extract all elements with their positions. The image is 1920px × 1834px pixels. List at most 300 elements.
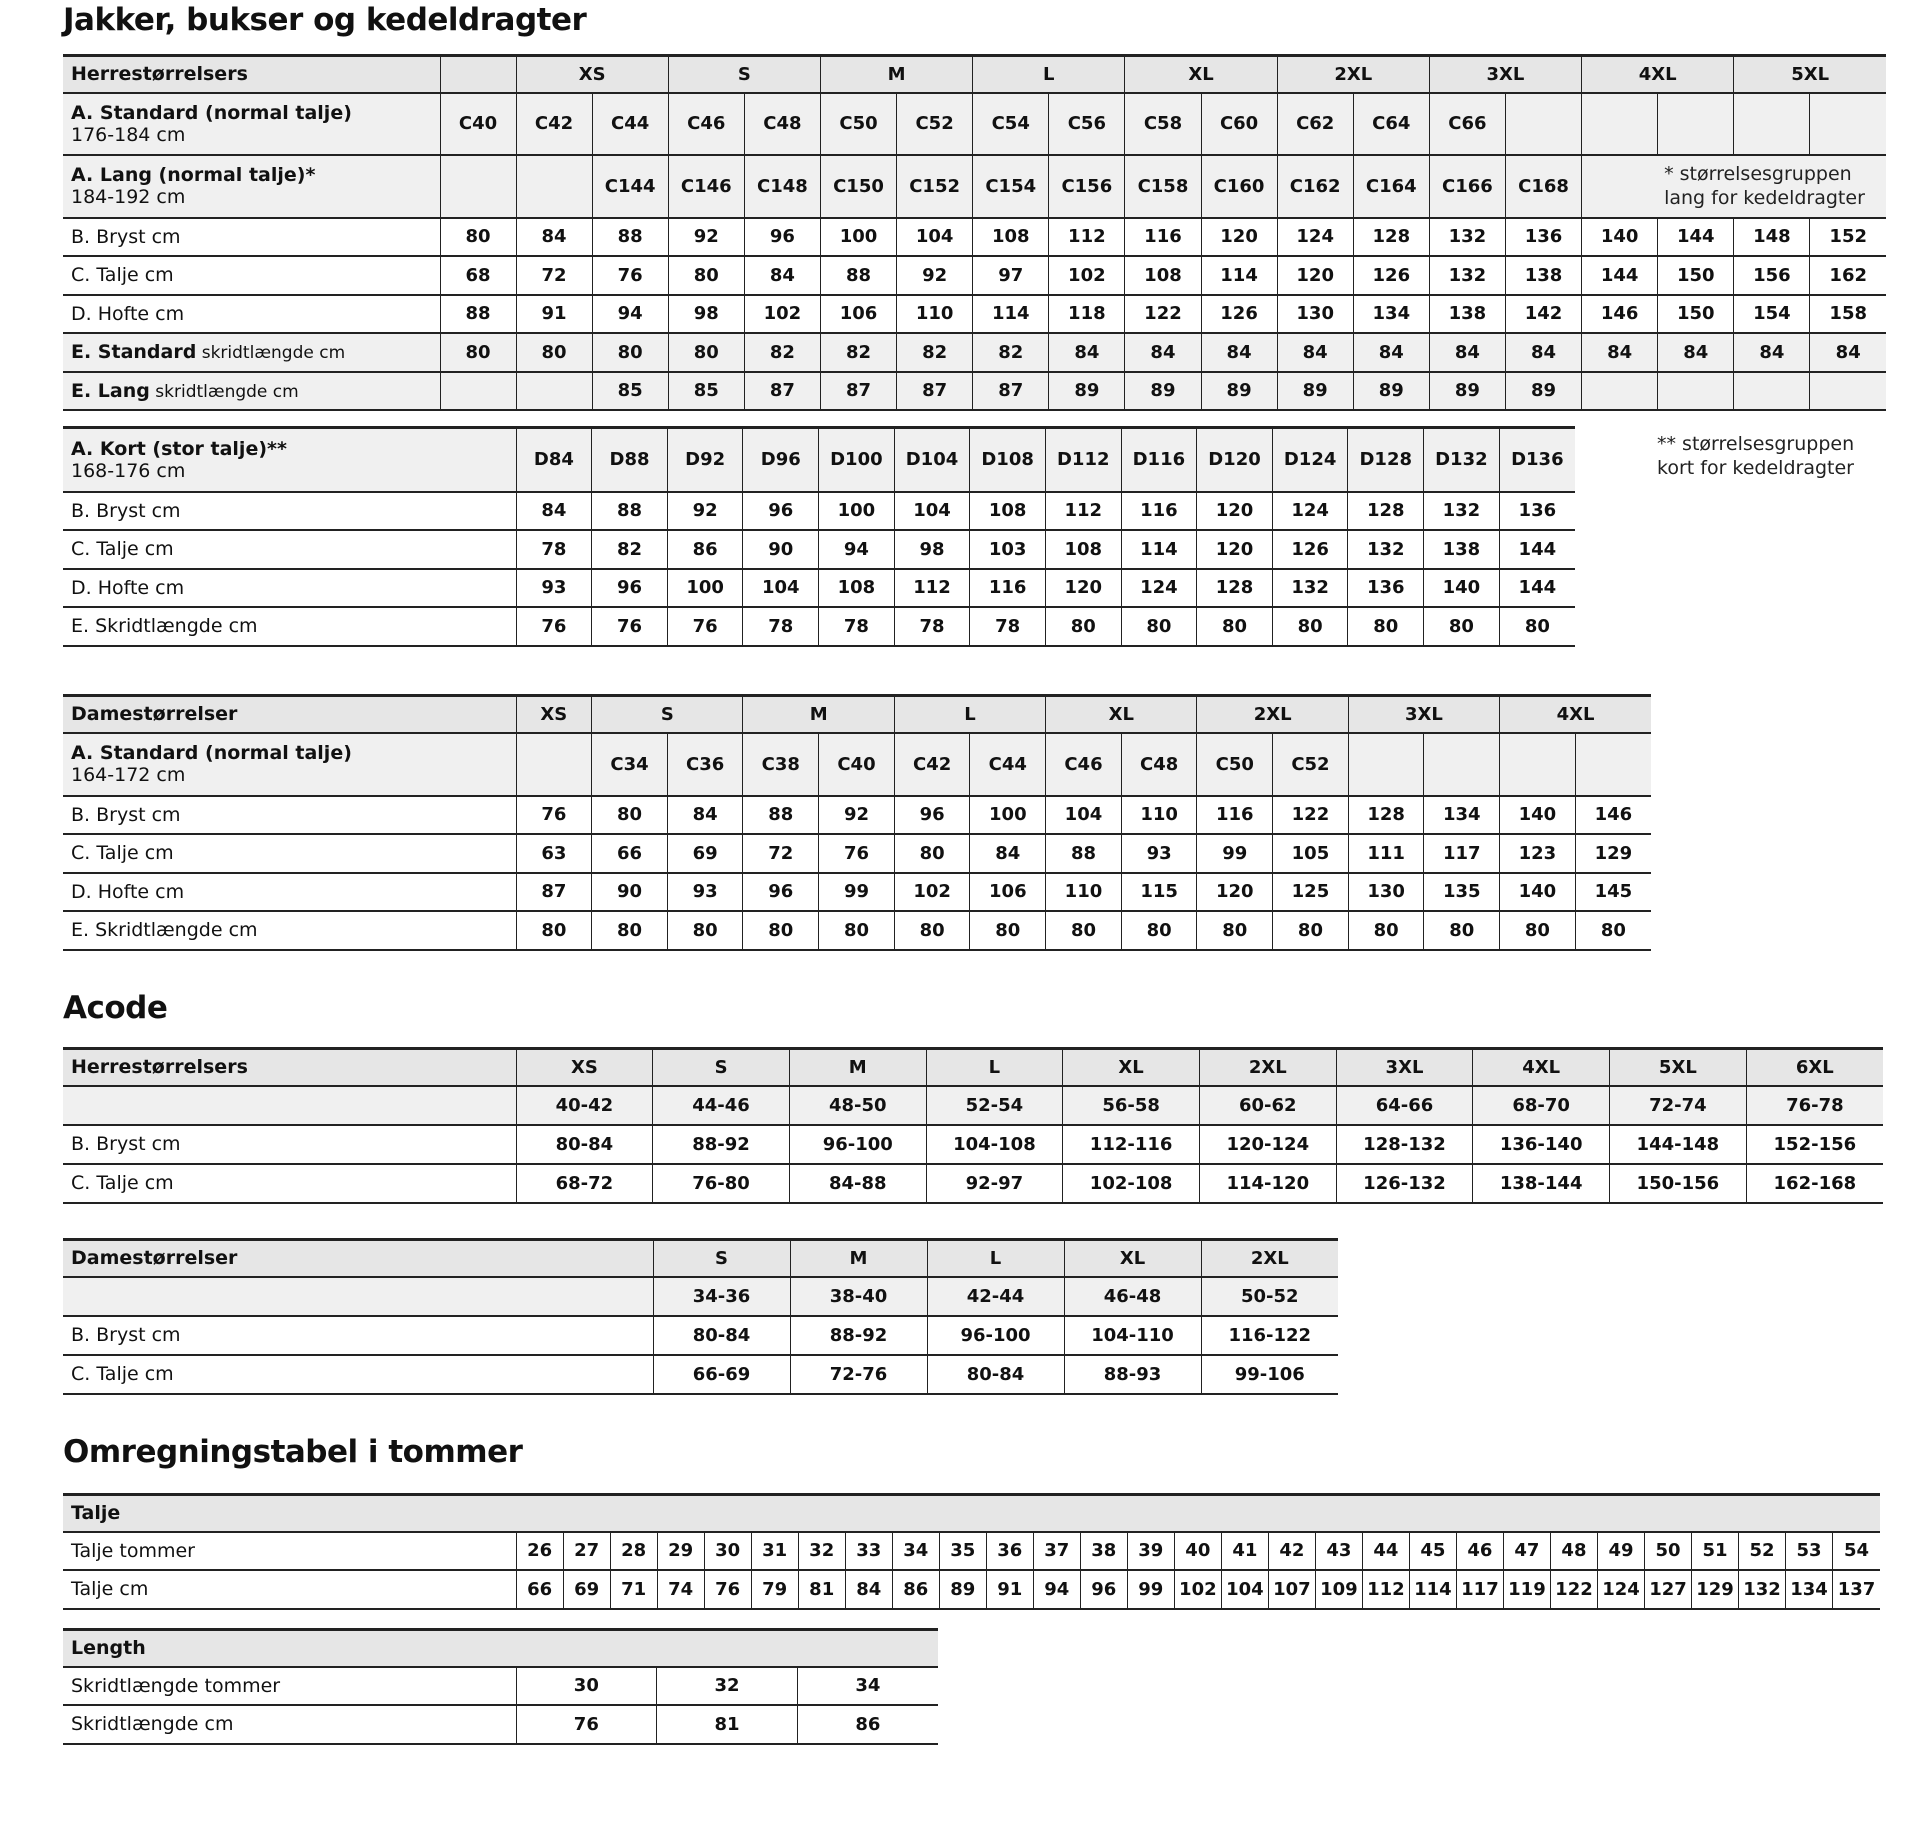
size-code: C48 <box>1121 733 1197 796</box>
herre-lang-label-sub: 184-192 cm <box>71 186 186 208</box>
measure-value: 120-124 <box>1199 1125 1336 1164</box>
measure-value: 80-84 <box>927 1355 1064 1394</box>
measure-value: 106 <box>820 295 896 334</box>
herre-standard-label-main: A. Standard (normal talje) <box>71 101 352 124</box>
measure-value: 89 <box>939 1570 986 1609</box>
measure-value: 140 <box>1500 796 1576 835</box>
measure-value: 138-144 <box>1473 1164 1610 1203</box>
size-code: C48 <box>744 93 820 155</box>
measure-value: 94 <box>1033 1570 1080 1609</box>
measure-value: 136 <box>1499 492 1575 531</box>
table-row <box>63 1277 1338 1316</box>
measure-value: 74 <box>657 1570 704 1609</box>
measure-value <box>1658 372 1734 411</box>
talje-conversion-table <box>63 1493 1880 1610</box>
measure-value: 100 <box>820 218 896 257</box>
e-standard-label <box>63 333 440 372</box>
measure-value: 28 <box>610 1532 657 1571</box>
measure-value: 122 <box>1550 1570 1597 1609</box>
measure-value: 99 <box>819 873 895 912</box>
measure-value: 118 <box>1049 295 1125 334</box>
table-row <box>63 1705 938 1744</box>
size-code: D84 <box>516 428 592 492</box>
measure-value: 110 <box>1121 796 1197 835</box>
measure-value: 96-100 <box>927 1316 1064 1355</box>
measure-value: 26 <box>516 1532 563 1571</box>
measure-value: 84 <box>1429 333 1505 372</box>
measure-value: 136-140 <box>1473 1125 1610 1164</box>
measure-value: 88 <box>592 218 668 257</box>
size-code: D116 <box>1121 428 1197 492</box>
size-range: 56-58 <box>1063 1086 1200 1125</box>
size-code: C64 <box>1353 93 1429 155</box>
measure-value: 144-148 <box>1610 1125 1747 1164</box>
measure-value: 150 <box>1658 256 1734 295</box>
measure-value: 80 <box>667 911 743 950</box>
measure-value: 90 <box>743 530 819 569</box>
measure-value: 78 <box>743 607 819 646</box>
measure-value: 66-69 <box>653 1355 790 1394</box>
size-range: 48-50 <box>789 1086 926 1125</box>
size-code: C46 <box>1046 733 1122 796</box>
measure-value: 93 <box>1121 834 1197 873</box>
size-range: 42-44 <box>927 1277 1064 1316</box>
measure-value: 142 <box>1505 295 1581 334</box>
measure-value: 96 <box>592 569 668 608</box>
size-header: 2XL <box>1277 56 1429 93</box>
measure-value: 80 <box>668 256 744 295</box>
measure-value: 146 <box>1582 295 1658 334</box>
measure-value: 34 <box>797 1667 938 1706</box>
measure-value: 130 <box>1277 295 1353 334</box>
table-row <box>63 295 1886 334</box>
measure-value: 91 <box>516 295 592 334</box>
size-header: 2XL <box>1197 696 1348 733</box>
lang-footnote: * størrelsesgruppen lang for kedeldragter <box>1582 155 1886 218</box>
measure-value: 132 <box>1429 256 1505 295</box>
measure-value <box>1582 372 1658 411</box>
measure-value: 78 <box>819 607 895 646</box>
measure-value: 89 <box>1505 372 1581 411</box>
size-code: C40 <box>440 93 516 155</box>
kort-label <box>63 428 516 492</box>
table-row <box>63 56 1886 93</box>
table-row <box>63 492 1575 531</box>
size-range: 50-52 <box>1201 1277 1338 1316</box>
measure-value: 96 <box>1080 1570 1127 1609</box>
measure-label: Skridtlængde tommer <box>63 1667 516 1706</box>
measure-value: 88 <box>592 492 668 531</box>
measure-value: 78 <box>516 530 592 569</box>
table-row <box>63 569 1575 608</box>
measure-value: 93 <box>516 569 592 608</box>
measure-value: 84 <box>1505 333 1581 372</box>
size-code: C58 <box>1125 93 1201 155</box>
measure-value: 81 <box>657 1705 798 1744</box>
measure-value: 117 <box>1424 834 1500 873</box>
measure-value: 88 <box>440 295 516 334</box>
size-header: S <box>653 1240 790 1277</box>
measure-value: 80 <box>1197 911 1273 950</box>
table-row <box>63 1532 1880 1571</box>
measure-value: 89 <box>1125 372 1201 411</box>
measure-value: 84 <box>1582 333 1658 372</box>
measure-value: 128 <box>1353 218 1429 257</box>
measure-value: 140 <box>1500 873 1576 912</box>
empty-cell <box>440 56 516 93</box>
measure-value: 88-92 <box>653 1125 790 1164</box>
measure-value: 158 <box>1810 295 1886 334</box>
kort-label-sub: 168-176 cm <box>71 459 186 482</box>
measure-value: 68 <box>440 256 516 295</box>
measure-value: 124 <box>1277 218 1353 257</box>
measure-value: 116 <box>1125 218 1201 257</box>
section-title-omregning: Omregningstabel i tommer <box>63 1434 523 1470</box>
measure-label: D. Hofte cm <box>63 873 516 912</box>
measure-value: 80 <box>1046 911 1122 950</box>
measure-value: 99 <box>1127 1570 1174 1609</box>
measure-value: 84 <box>1810 333 1886 372</box>
dame-header-label: Damestørrelser <box>63 696 516 733</box>
measure-value: 30 <box>704 1532 751 1571</box>
size-code: C158 <box>1125 155 1201 218</box>
measure-value: 98 <box>668 295 744 334</box>
size-code: C34 <box>592 733 668 796</box>
measure-value: 89 <box>1049 372 1125 411</box>
measure-label: B. Bryst cm <box>63 1125 516 1164</box>
measure-value <box>440 372 516 411</box>
measure-label: B. Bryst cm <box>63 796 516 835</box>
measure-value: 102-108 <box>1063 1164 1200 1203</box>
table-row <box>63 607 1575 646</box>
measure-label: E. Skridtlængde cm <box>63 911 516 950</box>
measure-value: 80-84 <box>653 1316 790 1355</box>
size-code: C52 <box>1273 733 1349 796</box>
measure-value: 30 <box>516 1667 657 1706</box>
measure-label: B. Bryst cm <box>63 1316 653 1355</box>
measure-value: 105 <box>1273 834 1349 873</box>
measure-value: 102 <box>1174 1570 1221 1609</box>
table-row <box>63 1164 1883 1203</box>
e-lang-label <box>63 372 440 411</box>
measure-value: 104 <box>743 569 819 608</box>
measure-value: 94 <box>592 295 668 334</box>
measure-value: 87 <box>744 372 820 411</box>
table-row <box>63 372 1886 411</box>
measure-value: 86 <box>797 1705 938 1744</box>
measure-value: 144 <box>1499 569 1575 608</box>
size-range: 38-40 <box>790 1277 927 1316</box>
measure-value: 85 <box>668 372 744 411</box>
dame-standard-label-sub: 164-172 cm <box>71 764 186 786</box>
measure-value: 51 <box>1692 1532 1739 1571</box>
size-range: 46-48 <box>1064 1277 1201 1316</box>
measure-value: 80 <box>1197 607 1273 646</box>
measure-value: 134 <box>1424 796 1500 835</box>
table-row <box>63 834 1651 873</box>
measure-value: 136 <box>1505 218 1581 257</box>
measure-value: 102 <box>894 873 970 912</box>
size-code: C50 <box>820 93 896 155</box>
size-code: C154 <box>973 155 1049 218</box>
measure-value: 88-93 <box>1064 1355 1201 1394</box>
measure-value: 104 <box>1221 1570 1268 1609</box>
size-code <box>440 155 516 218</box>
measure-value: 119 <box>1503 1570 1550 1609</box>
measure-value: 84 <box>1049 333 1125 372</box>
measure-value: 54 <box>1833 1532 1880 1571</box>
size-code: D132 <box>1424 428 1500 492</box>
measure-value: 92 <box>897 256 973 295</box>
e-standard-label-bold: E. Standard <box>71 341 197 364</box>
measure-value: 117 <box>1456 1570 1503 1609</box>
table-row <box>63 733 1651 796</box>
measure-value: 108 <box>970 492 1046 531</box>
size-code: C162 <box>1277 155 1353 218</box>
measure-value: 120 <box>1201 218 1277 257</box>
measure-value: 38 <box>1080 1532 1127 1571</box>
measure-value: 132 <box>1272 569 1348 608</box>
measure-value: 84 <box>667 796 743 835</box>
size-code: D136 <box>1499 428 1575 492</box>
size-code <box>1575 733 1651 796</box>
measure-value: 29 <box>657 1532 704 1571</box>
measure-value: 140 <box>1424 569 1500 608</box>
measure-label: C. Talje cm <box>63 1164 516 1203</box>
size-code: C50 <box>1197 733 1273 796</box>
measure-value: 84 <box>1201 333 1277 372</box>
measure-value: 136 <box>1348 569 1424 608</box>
measure-value: 84 <box>516 218 592 257</box>
e-lang-label-rest: skridtlængde cm <box>149 381 299 402</box>
size-header: XS <box>516 56 668 93</box>
size-header: S <box>668 56 820 93</box>
size-code: C168 <box>1505 155 1581 218</box>
measure-value: 100 <box>819 492 895 531</box>
size-code: C150 <box>820 155 896 218</box>
size-code: C36 <box>667 733 743 796</box>
size-range: 34-36 <box>653 1277 790 1316</box>
measure-value: 110 <box>1046 873 1122 912</box>
size-header: XL <box>1064 1240 1201 1277</box>
measure-value: 80 <box>1500 911 1576 950</box>
measure-value: 122 <box>1273 796 1349 835</box>
measure-value: 76 <box>516 607 592 646</box>
measure-value: 87 <box>897 372 973 411</box>
measure-value: 53 <box>1786 1532 1833 1571</box>
measure-value: 128 <box>1348 796 1424 835</box>
measure-value <box>516 372 592 411</box>
size-header: XL <box>1063 1049 1200 1086</box>
measure-value: 80 <box>440 218 516 257</box>
measure-value: 138 <box>1505 256 1581 295</box>
measure-value: 80 <box>592 796 668 835</box>
size-header: XS <box>516 1049 653 1086</box>
measure-value: 80 <box>592 911 668 950</box>
measure-value: 80 <box>516 333 592 372</box>
measure-value: 76 <box>592 607 668 646</box>
measure-value: 112 <box>1049 218 1125 257</box>
table-row <box>63 1125 1883 1164</box>
table-row <box>63 1630 938 1667</box>
measure-value: 126-132 <box>1336 1164 1473 1203</box>
herre-header-label: Herrestørrelsers <box>63 56 440 93</box>
measure-value: 103 <box>970 530 1046 569</box>
size-code: C146 <box>668 155 744 218</box>
table-row <box>63 796 1651 835</box>
measure-value: 80 <box>970 911 1046 950</box>
measure-value: 80 <box>668 333 744 372</box>
measure-value: 98 <box>894 530 970 569</box>
measure-value: 104-108 <box>926 1125 1063 1164</box>
herre-size-table <box>63 54 1886 411</box>
dame-standard-label-main: A. Standard (normal talje) <box>71 742 352 764</box>
measure-value: 102 <box>744 295 820 334</box>
measure-value: 138 <box>1429 295 1505 334</box>
size-code: D112 <box>1045 428 1121 492</box>
size-header: S <box>592 696 743 733</box>
size-range: 60-62 <box>1199 1086 1336 1125</box>
table-row <box>63 1495 1880 1532</box>
size-code: C42 <box>894 733 970 796</box>
measure-value: 126 <box>1272 530 1348 569</box>
measure-value: 130 <box>1348 873 1424 912</box>
measure-value: 126 <box>1353 256 1429 295</box>
measure-value: 32 <box>657 1667 798 1706</box>
measure-value: 150 <box>1658 295 1734 334</box>
measure-value: 49 <box>1597 1532 1644 1571</box>
measure-value: 86 <box>667 530 743 569</box>
measure-value: 99 <box>1197 834 1273 873</box>
measure-value: 80 <box>1273 911 1349 950</box>
table-row <box>63 1240 1338 1277</box>
measure-value: 45 <box>1409 1532 1456 1571</box>
measure-value: 104 <box>894 492 970 531</box>
measure-value: 80 <box>1499 607 1575 646</box>
empty-cell <box>63 1277 653 1316</box>
talje_conv-header-label: Talje <box>63 1495 1880 1532</box>
measure-value: 88-92 <box>790 1316 927 1355</box>
measure-value: 90 <box>592 873 668 912</box>
measure-value: 116 <box>1121 492 1197 531</box>
length_conv-header-label: Length <box>63 1630 938 1667</box>
measure-value: 120 <box>1197 873 1273 912</box>
measure-value <box>1734 372 1810 411</box>
measure-value: 84-88 <box>789 1164 926 1203</box>
measure-value: 114 <box>1201 256 1277 295</box>
measure-value: 99-106 <box>1201 1355 1338 1394</box>
measure-value: 66 <box>592 834 668 873</box>
empty-cell <box>63 1086 516 1125</box>
measure-value: 82 <box>592 530 668 569</box>
measure-value: 47 <box>1503 1532 1550 1571</box>
measure-value: 72 <box>743 834 819 873</box>
measure-value: 78 <box>970 607 1046 646</box>
measure-value: 52 <box>1739 1532 1786 1571</box>
measure-value: 94 <box>819 530 895 569</box>
size-header: S <box>653 1049 790 1086</box>
table-row <box>63 155 1886 218</box>
size-header: XS <box>516 696 592 733</box>
size-code: C62 <box>1277 93 1353 155</box>
size-code: C156 <box>1049 155 1125 218</box>
measure-value: 80 <box>1348 911 1424 950</box>
measure-value: 114 <box>973 295 1049 334</box>
size-header: M <box>820 56 972 93</box>
size-code: C54 <box>973 93 1049 155</box>
measure-value: 124 <box>1597 1570 1644 1609</box>
measure-value: 87 <box>820 372 896 411</box>
size-code: C42 <box>516 93 592 155</box>
size-range: 64-66 <box>1336 1086 1473 1125</box>
measure-value: 80 <box>1272 607 1348 646</box>
measure-value: 134 <box>1786 1570 1833 1609</box>
measure-value: 126 <box>1201 295 1277 334</box>
measure-value: 87 <box>516 873 592 912</box>
measure-value: 97 <box>973 256 1049 295</box>
measure-value: 128 <box>1348 492 1424 531</box>
size-header: 2XL <box>1199 1049 1336 1086</box>
size-header: 4XL <box>1582 56 1734 93</box>
size-code: C44 <box>592 93 668 155</box>
size-header: L <box>927 1240 1064 1277</box>
measure-label: C. Talje cm <box>63 530 516 569</box>
measure-value: 146 <box>1575 796 1651 835</box>
measure-value: 41 <box>1221 1532 1268 1571</box>
herre-lang-label-main: A. Lang (normal talje)* <box>71 164 316 186</box>
measure-value: 91 <box>986 1570 1033 1609</box>
measure-value: 80 <box>1424 911 1500 950</box>
measure-value <box>1810 372 1886 411</box>
measure-value: 82 <box>897 333 973 372</box>
measure-value: 145 <box>1575 873 1651 912</box>
size-code: D92 <box>667 428 743 492</box>
measure-value: 102 <box>1049 256 1125 295</box>
size-code: C164 <box>1353 155 1429 218</box>
measure-value: 96-100 <box>789 1125 926 1164</box>
table-row <box>63 256 1886 295</box>
measure-value: 92 <box>819 796 895 835</box>
kort-label-main: A. Kort (stor talje)** <box>71 437 287 460</box>
size-code: D96 <box>743 428 819 492</box>
measure-value: 86 <box>892 1570 939 1609</box>
size-code <box>516 155 592 218</box>
size-code: C148 <box>744 155 820 218</box>
measure-value: 84 <box>1277 333 1353 372</box>
e-lang-label-bold: E. Lang <box>71 379 150 402</box>
size-code: C56 <box>1049 93 1125 155</box>
measure-value: 112 <box>894 569 970 608</box>
measure-value: 128 <box>1197 569 1273 608</box>
measure-value: 152-156 <box>1746 1125 1883 1164</box>
table-row <box>63 1355 1338 1394</box>
size-range: 44-46 <box>653 1086 790 1125</box>
size-range: 52-54 <box>926 1086 1063 1125</box>
measure-value: 63 <box>516 834 592 873</box>
measure-label: B. Bryst cm <box>63 218 440 257</box>
size-code: D104 <box>894 428 970 492</box>
size-header: M <box>790 1240 927 1277</box>
measure-value: 72 <box>516 256 592 295</box>
measure-value: 100 <box>970 796 1046 835</box>
measure-value: 138 <box>1424 530 1500 569</box>
size-code: D120 <box>1197 428 1273 492</box>
measure-value: 116 <box>970 569 1046 608</box>
measure-value: 88 <box>1046 834 1122 873</box>
size-header: L <box>973 56 1125 93</box>
size-range: 40-42 <box>516 1086 653 1125</box>
measure-value: 122 <box>1125 295 1201 334</box>
